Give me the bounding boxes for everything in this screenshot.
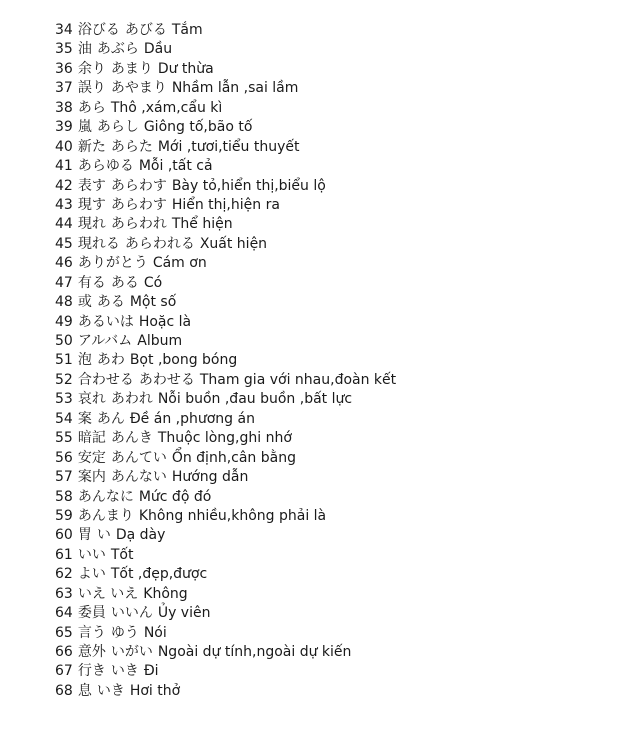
entry-meaning: Hướng dẫn (171, 469, 249, 486)
entry-meaning: Thuộc lòng,ghi nhớ (157, 430, 292, 447)
entry-kana: いがい (110, 644, 153, 660)
entry-meaning: Đề án ,phương án (129, 410, 255, 427)
entry-number: 64 (55, 605, 73, 622)
entry-kana: あらゆる (77, 158, 134, 175)
vocab-entry (55, 371, 396, 390)
entry-number: 35 (55, 41, 73, 58)
entry-meaning: Thô ,xám,cẩu kì (110, 99, 223, 116)
vocab-entry (55, 507, 396, 526)
entry-kanji: 案内 (77, 469, 106, 486)
entry-meaning: Không (143, 585, 188, 602)
entry-kana: よい (77, 566, 106, 583)
entry-number: 37 (55, 80, 73, 97)
vocab-entry (55, 79, 396, 98)
entry-kanji: 余り (77, 60, 106, 77)
entry-meaning: Nỗi buồn ,đau buồn ,bất lực (157, 391, 353, 408)
vocab-entry (55, 429, 396, 448)
entry-meaning: Có (143, 274, 163, 291)
entry-number: 60 (55, 527, 73, 544)
vocab-entry (55, 682, 396, 701)
entry-kanji: 安定 (77, 449, 106, 466)
entry-kana: あん (96, 410, 125, 427)
entry-kanji: 油 (77, 41, 92, 58)
vocab-entry (55, 118, 396, 137)
vocab-entry (55, 157, 396, 176)
vocab-entry (55, 254, 396, 273)
entry-number: 61 (55, 546, 73, 563)
entry-kana: あらわす (110, 196, 167, 213)
entry-kana: あら (77, 99, 106, 116)
entry-number: 48 (55, 294, 73, 311)
entry-kanji: 或 (77, 294, 92, 311)
vocab-entry (55, 177, 396, 196)
entry-meaning: Tham gia với nhau,đoàn kết (199, 371, 397, 388)
entry-kana: あんない (110, 469, 167, 486)
entry-kana: いき (110, 663, 139, 680)
entry-kana: ありがとう (77, 255, 148, 272)
entry-kana: あんてい (110, 449, 167, 466)
entry-kana: いいん (110, 605, 153, 622)
vocab-entry (55, 313, 396, 332)
vocab-entry (55, 624, 396, 643)
entry-kanji: 哀れ (77, 391, 106, 408)
entry-kana: いき (96, 682, 125, 699)
entry-number: 38 (55, 99, 73, 116)
entry-meaning: Một số (129, 294, 177, 311)
entry-kanji: 意外 (77, 644, 106, 660)
entry-meaning: Bọt ,bong bóng (129, 352, 238, 369)
entry-number: 68 (55, 682, 73, 699)
entry-kanji: 息 (77, 682, 92, 699)
entry-kanji: 嵐 (77, 119, 92, 136)
vocab-entry (55, 99, 396, 118)
vocab-entry (55, 215, 396, 234)
entry-number: 59 (55, 507, 73, 524)
entry-kana: い (96, 527, 111, 544)
entry-kanji: 行き (77, 663, 106, 680)
entry-kana: アルバム (77, 333, 133, 349)
entry-kana: ある (96, 294, 125, 311)
entry-kanji: 誤り (77, 80, 106, 97)
entry-kanji: 現れ (77, 216, 106, 233)
entry-meaning: Không nhiều,không phải là (138, 507, 327, 524)
entry-kana: あらわれ (110, 216, 167, 233)
entry-kana: あらた (110, 138, 153, 155)
entry-meaning: Tắm (171, 22, 203, 38)
entry-kana: あまり (110, 60, 153, 77)
vocab-entry (55, 351, 396, 370)
entry-meaning: Cám ơn (152, 255, 207, 272)
entry-kanji: 新た (77, 138, 106, 155)
vocab-entry (55, 60, 396, 79)
entry-kana: あびる (124, 22, 167, 38)
entry-kana: ゆう (110, 624, 139, 641)
entry-kana: ある (110, 274, 139, 291)
vocab-entry (55, 274, 396, 293)
vocab-entry (55, 604, 396, 623)
entry-kanji: 現れる (77, 235, 120, 252)
entry-meaning: Tốt ,đẹp,được (110, 566, 208, 583)
entry-kanji: 有る (77, 274, 106, 291)
entry-kana: あんなに (77, 488, 134, 505)
vocab-entry (55, 235, 396, 254)
entry-kana: あらし (96, 119, 139, 136)
entry-meaning: Đi (143, 663, 159, 680)
entry-kanji: 表す (77, 177, 106, 194)
entry-kanji: 胃 (77, 527, 92, 544)
entry-meaning: Mới ,tươi,tiểu thuyết (157, 138, 300, 155)
entry-number: 62 (55, 566, 73, 583)
entry-number: 36 (55, 60, 73, 77)
entry-number: 43 (55, 196, 73, 213)
entry-kana: あんまり (77, 507, 134, 524)
vocab-entry (55, 565, 396, 584)
entry-number: 65 (55, 624, 73, 641)
entry-meaning: Hiển thị,hiện ra (171, 196, 280, 213)
vocab-entry (55, 196, 396, 215)
entry-kana: あんき (110, 430, 153, 447)
entry-number: 40 (55, 138, 73, 155)
entry-number: 67 (55, 663, 73, 680)
entry-number: 34 (55, 22, 73, 38)
entry-number: 39 (55, 119, 73, 136)
entry-kana: あわせる (138, 371, 195, 388)
vocab-entry (55, 468, 396, 487)
entry-meaning: Nhầm lẫn ,sai lầm (171, 80, 299, 97)
entry-kanji: 浴びる (77, 22, 120, 38)
entry-meaning: Hoặc là (138, 313, 192, 330)
entry-meaning: Album (137, 333, 183, 349)
entry-number: 54 (55, 410, 73, 427)
entry-kanji: 案 (77, 410, 92, 427)
entry-number: 41 (55, 158, 73, 175)
entry-kanji: 暗記 (77, 430, 106, 447)
entry-kana: あらわれる (124, 235, 195, 252)
vocab-entry (55, 410, 396, 429)
entry-meaning: Ủy viên (157, 605, 211, 622)
entry-meaning: Dầu (143, 41, 173, 58)
entry-meaning: Ngoài dự tính,ngoài dự kiến (157, 644, 352, 660)
entry-number: 49 (55, 313, 73, 330)
entry-kanji: 委員 (77, 605, 106, 622)
entry-meaning: Giông tố,bão tố (143, 119, 253, 136)
vocab-entry (55, 643, 396, 662)
entry-number: 63 (55, 585, 73, 602)
entry-kana: あらわす (110, 177, 167, 194)
entry-number: 50 (55, 333, 73, 349)
entry-meaning: Thể hiện (171, 216, 233, 233)
entry-number: 52 (55, 371, 73, 388)
entry-number: 47 (55, 274, 73, 291)
entry-kanji: 合わせる (77, 371, 134, 388)
vocab-entry (55, 526, 396, 545)
vocab-entry (55, 488, 396, 507)
entry-meaning: Mức độ đó (138, 488, 212, 505)
entry-kana: あるいは (77, 313, 134, 330)
entry-kanji: 泡 (77, 352, 92, 369)
entry-kana: あやまり (110, 80, 167, 97)
vocab-entry (55, 585, 396, 604)
entry-kana: あぶら (96, 41, 139, 58)
vocab-entry (55, 332, 396, 351)
entry-meaning: Tốt (110, 546, 134, 563)
vocab-entry (55, 662, 396, 681)
vocab-entry (55, 449, 396, 468)
entry-meaning: Ổn định,cân bằng (171, 449, 296, 466)
entry-number: 46 (55, 255, 73, 272)
vocab-entry (55, 21, 396, 40)
vocab-entry (55, 546, 396, 565)
entry-number: 53 (55, 391, 73, 408)
entry-kana: あわれ (110, 391, 153, 408)
entry-kanji: 現す (77, 196, 106, 213)
entry-number: 45 (55, 235, 73, 252)
entry-number: 57 (55, 469, 73, 486)
vocabulary-list (55, 21, 396, 701)
entry-number: 44 (55, 216, 73, 233)
entry-meaning: Hơi thở (129, 682, 181, 699)
entry-kana: いい (77, 546, 106, 563)
entry-number: 51 (55, 352, 73, 369)
entry-number: 42 (55, 177, 73, 194)
entry-meaning: Dạ dày (115, 527, 166, 544)
entry-meaning: Dư thừa (157, 60, 214, 77)
entry-number: 56 (55, 449, 73, 466)
vocab-entry (55, 138, 396, 157)
entry-meaning: Xuất hiện (199, 235, 268, 252)
entry-kana: あわ (96, 352, 125, 369)
entry-kanji: 言う (77, 624, 106, 641)
entry-meaning: Mỗi ,tất cả (138, 158, 213, 175)
entry-meaning: Nói (143, 624, 167, 641)
vocab-entry (55, 40, 396, 59)
entry-meaning: Bày tỏ,hiển thị,biểu lộ (171, 177, 326, 194)
entry-number: 66 (55, 644, 73, 660)
vocab-entry (55, 390, 396, 409)
entry-kana: いえ いえ (77, 585, 139, 602)
vocab-entry (55, 293, 396, 312)
entry-number: 55 (55, 430, 73, 447)
entry-number: 58 (55, 488, 73, 505)
